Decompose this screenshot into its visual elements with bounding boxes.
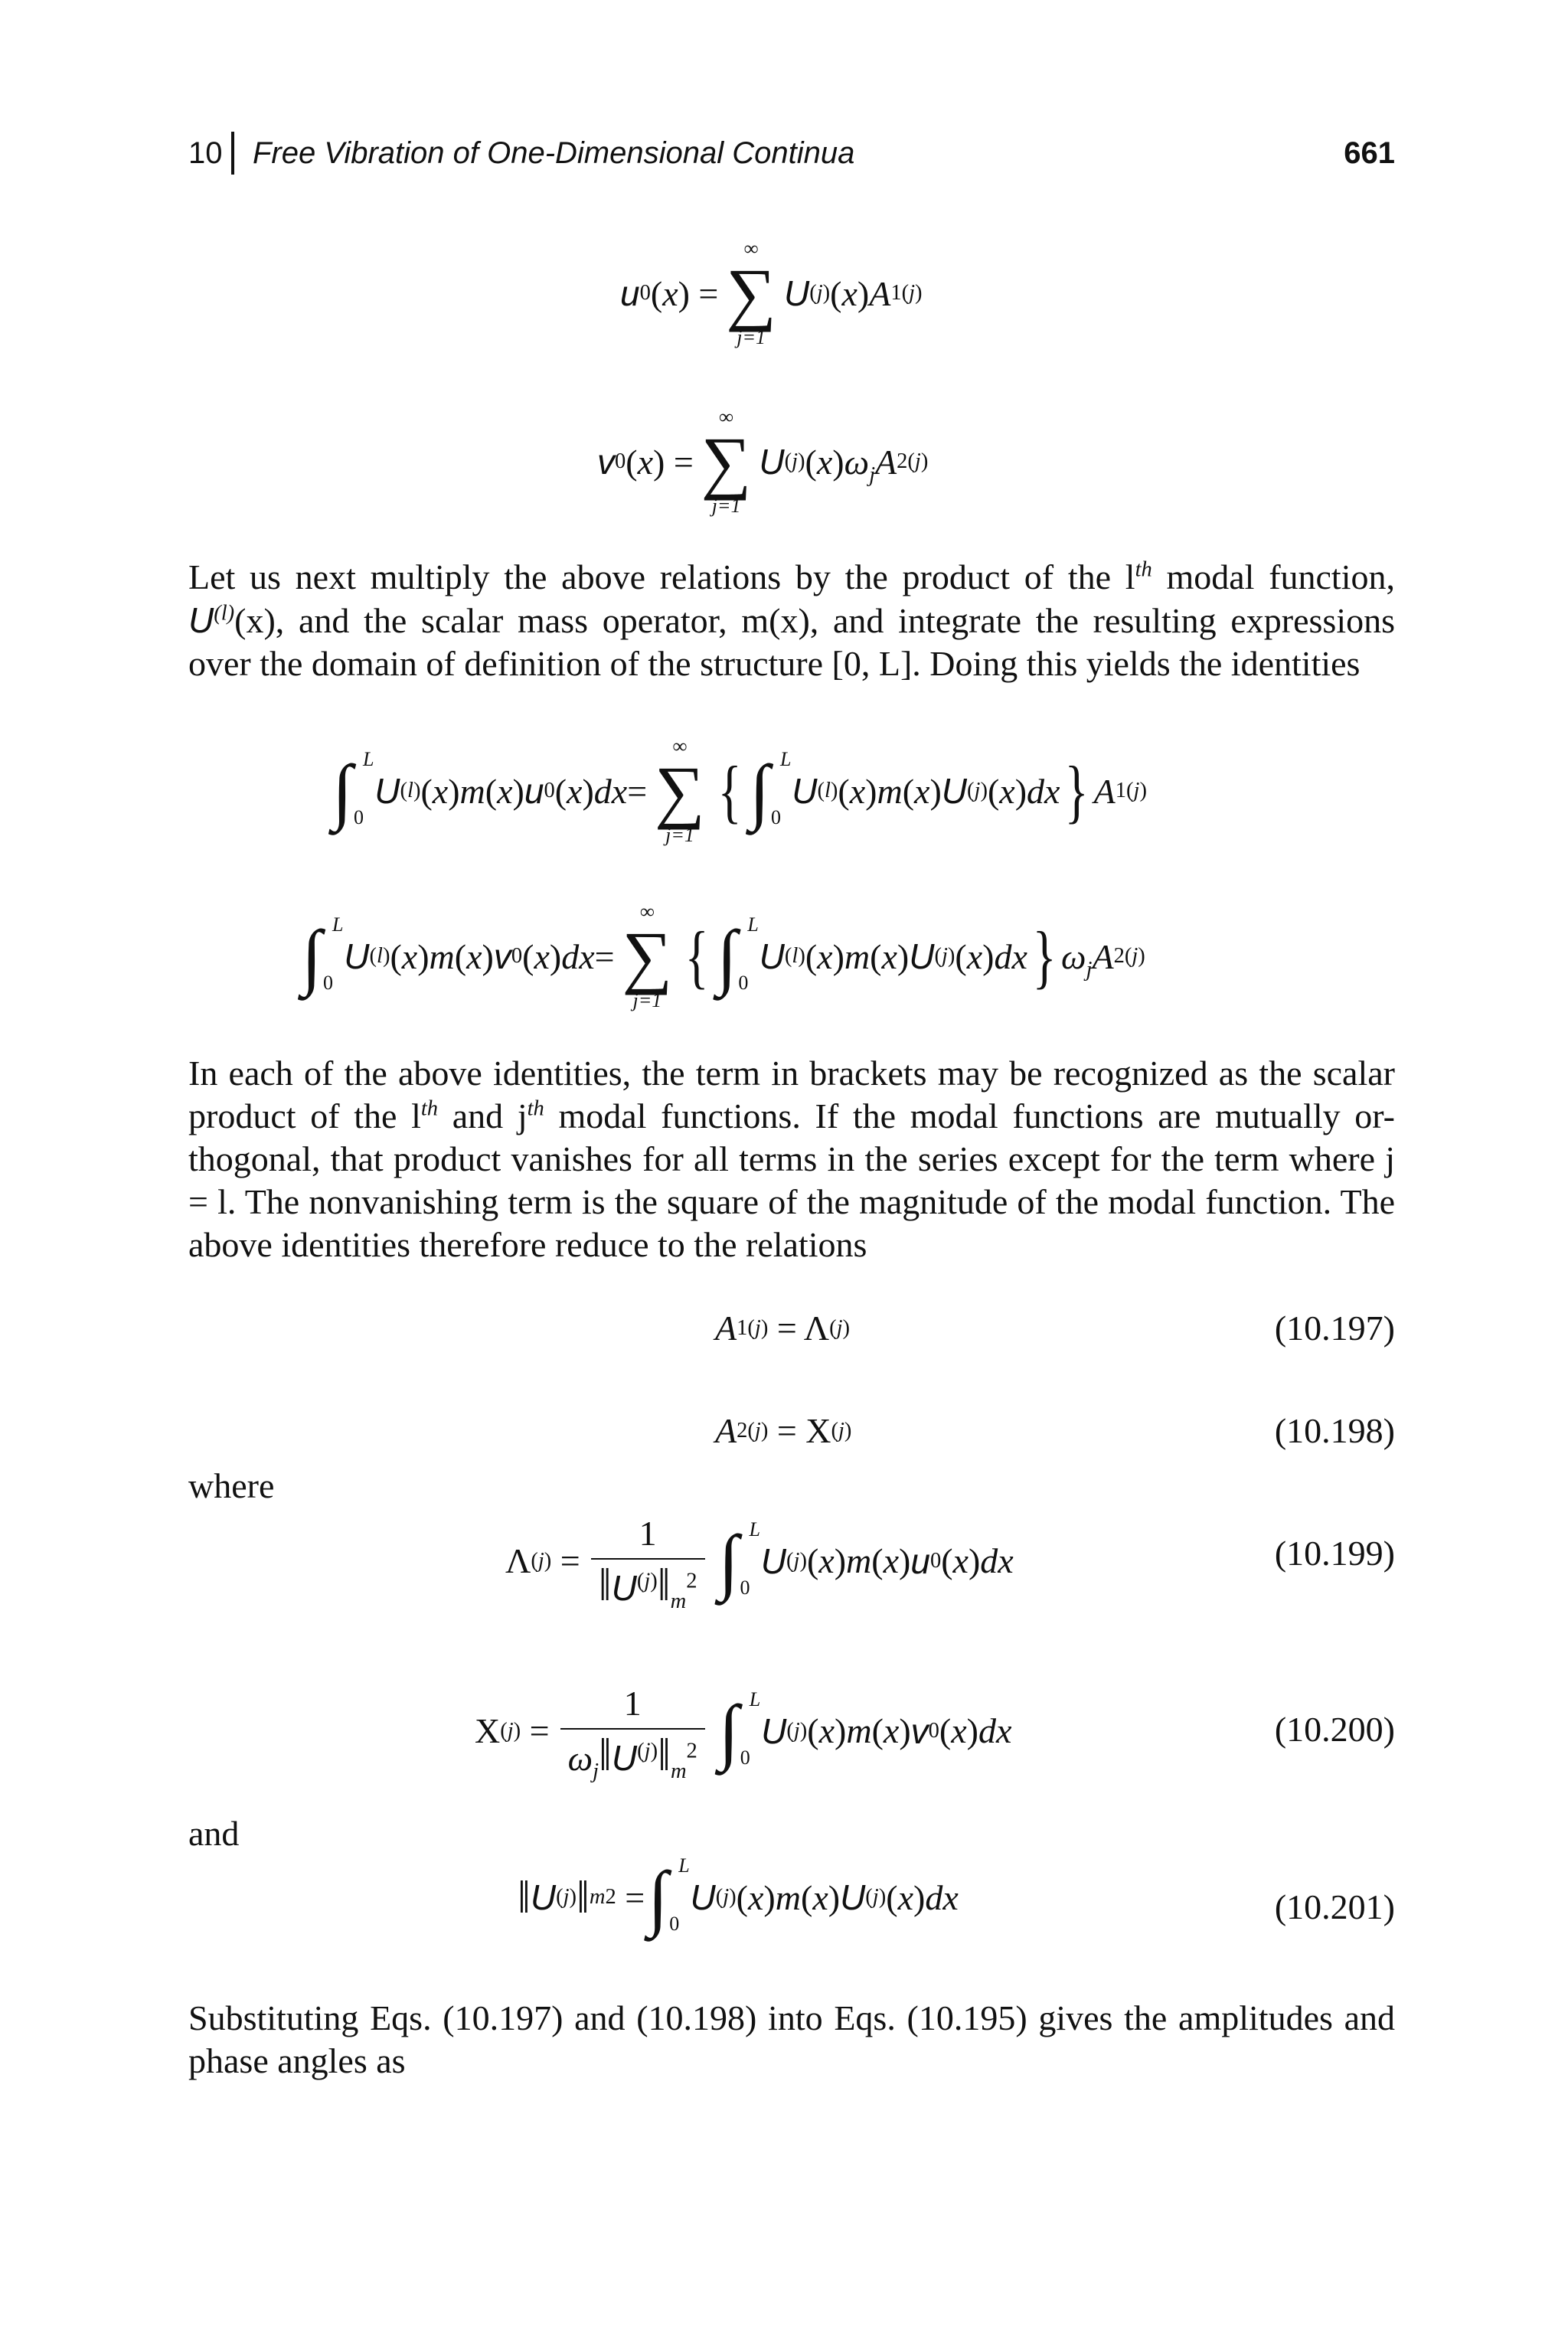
symbol-U: U	[188, 600, 214, 640]
text-line: modal functions. If the modal functions are mutually or-	[544, 1096, 1396, 1135]
sum-symbol: ∞ ∑ j=1	[622, 900, 673, 1011]
text-line: over the domain of definition of the structure [0, L]. Doing this yields the identities	[188, 644, 1361, 683]
equation-10-201: ‖ U (j) ‖ m 2 = ∫ L 0 U (j) ( x ) m ( x ) U (j) ( x ) dx	[518, 1854, 959, 1938]
equation-v0-expansion: v 0 ( x ) = ∞ ∑ j=1 U (j) ( x ) $\omega_j$ A 2 (j)	[597, 406, 929, 517]
text-line: above identities therefore reduce to the relations	[188, 1225, 867, 1264]
equation-10-200: X (j) = $\frac{1}{\omega_j‖U^{(j)}‖_m^2}$ ∫ L 0 U (j) ( x ) m ( x ) v 0 ( x ) dx	[475, 1684, 1012, 1784]
text-line: = l. The nonvanishing term is the square of the magnitude of the modal function. The	[188, 1182, 1395, 1221]
word-where: where	[188, 1466, 275, 1505]
identity-u0-projection: ∫ L 0 U (l) ( x ) m ( x ) u 0 ( x ) dx = ∞ ∑ j=1 { ∫ L 0 U (l) ( x ) m ( x ) U (j) ( x ) dx } A 1 (j)	[332, 735, 1147, 846]
chapter-number: 10	[188, 136, 223, 170]
text-line: (x), and the scalar mass operator, m(x), and integrate the resulting expressions	[234, 601, 1395, 640]
text-line: modal function,	[1152, 557, 1395, 596]
integral-symbol: ∫ L 0	[718, 1518, 760, 1602]
chapter-title: Free Vibration of One-Dimensional Continua	[253, 136, 855, 170]
integral-symbol: ∫ L 0	[718, 1687, 761, 1772]
integral-symbol: ∫ L 0	[648, 1854, 690, 1938]
equation-number: (10.198)	[1274, 1411, 1395, 1450]
superscript: th	[1135, 557, 1152, 582]
equation-10-199: Λ (j) = $\frac{1}{‖U^{(j)}‖_m^2}$ ∫ L 0 U (j) ( x ) m ( x ) u 0 ( x ) dx	[505, 1514, 1014, 1614]
integral-symbol: ∫ L 0	[302, 913, 344, 997]
superscript: th	[420, 1096, 439, 1121]
fraction: $\frac{1}{\omega_j‖U^{(j)}‖_m^2}$	[560, 1683, 705, 1779]
text-line: Substituting Eqs. (10.197) and (10.198) into Eqs. (10.195) gives the amplitudes and	[188, 1998, 1395, 2037]
text-line: product of the l	[188, 1096, 421, 1135]
text-line: and j	[438, 1096, 528, 1135]
sum-symbol: ∞ ∑ j=1	[701, 406, 752, 517]
paragraph-multiply	[188, 556, 1395, 685]
word-and: and	[188, 1814, 240, 1853]
equation-10-197: A 1 (j) = Λ (j)	[715, 1308, 851, 1348]
text-line: phase angles as	[188, 2041, 406, 2080]
equation-number: (10.197)	[1274, 1308, 1395, 1348]
text-line: thogonal, that product vanishes for all terms in the series except for the term where j	[188, 1139, 1395, 1178]
integral-symbol: ∫ L 0	[749, 748, 792, 831]
sum-symbol: ∞ ∑ j=1	[655, 735, 705, 846]
integral-symbol: ∫ L 0	[332, 748, 374, 831]
header-divider	[231, 132, 234, 175]
equation-10-198: A 2 (j) = X (j)	[715, 1411, 852, 1450]
identity-v0-projection: ∫ L 0 U (l) ( x ) m ( x ) v 0 ( x ) dx = ∞ ∑ j=1 { ∫ L 0 U (l) ( x ) m ( x ) U (j) ( x ) dx } $\omega_j$ A 2 (j)	[302, 900, 1145, 1011]
paragraph-substituting	[188, 1997, 1395, 2083]
page-number: 661	[1344, 136, 1395, 170]
superscript: (l)	[214, 601, 235, 626]
text-line: In each of the above identities, the term in brackets may be recognized as the scalar	[188, 1054, 1395, 1093]
paragraph-orthogonality	[188, 1052, 1395, 1266]
equation-number: (10.200)	[1274, 1710, 1395, 1749]
text-line: Let us next multiply the above relations by the product of the l	[188, 557, 1135, 596]
fraction: $\frac{1}{‖U^{(j)}‖_m^2}$	[591, 1513, 705, 1609]
running-header	[188, 130, 1395, 176]
equation-u0-expansion: u 0 ( x ) = ∞ ∑ j=1 U (j) ( x ) A 1 (j)	[620, 237, 923, 348]
integral-symbol: ∫ L 0	[717, 913, 759, 997]
sum-symbol: ∞ ∑ j=1	[726, 237, 776, 348]
equation-number: (10.201)	[1274, 1887, 1395, 1926]
equation-number: (10.199)	[1274, 1534, 1395, 1573]
superscript: th	[527, 1096, 544, 1121]
